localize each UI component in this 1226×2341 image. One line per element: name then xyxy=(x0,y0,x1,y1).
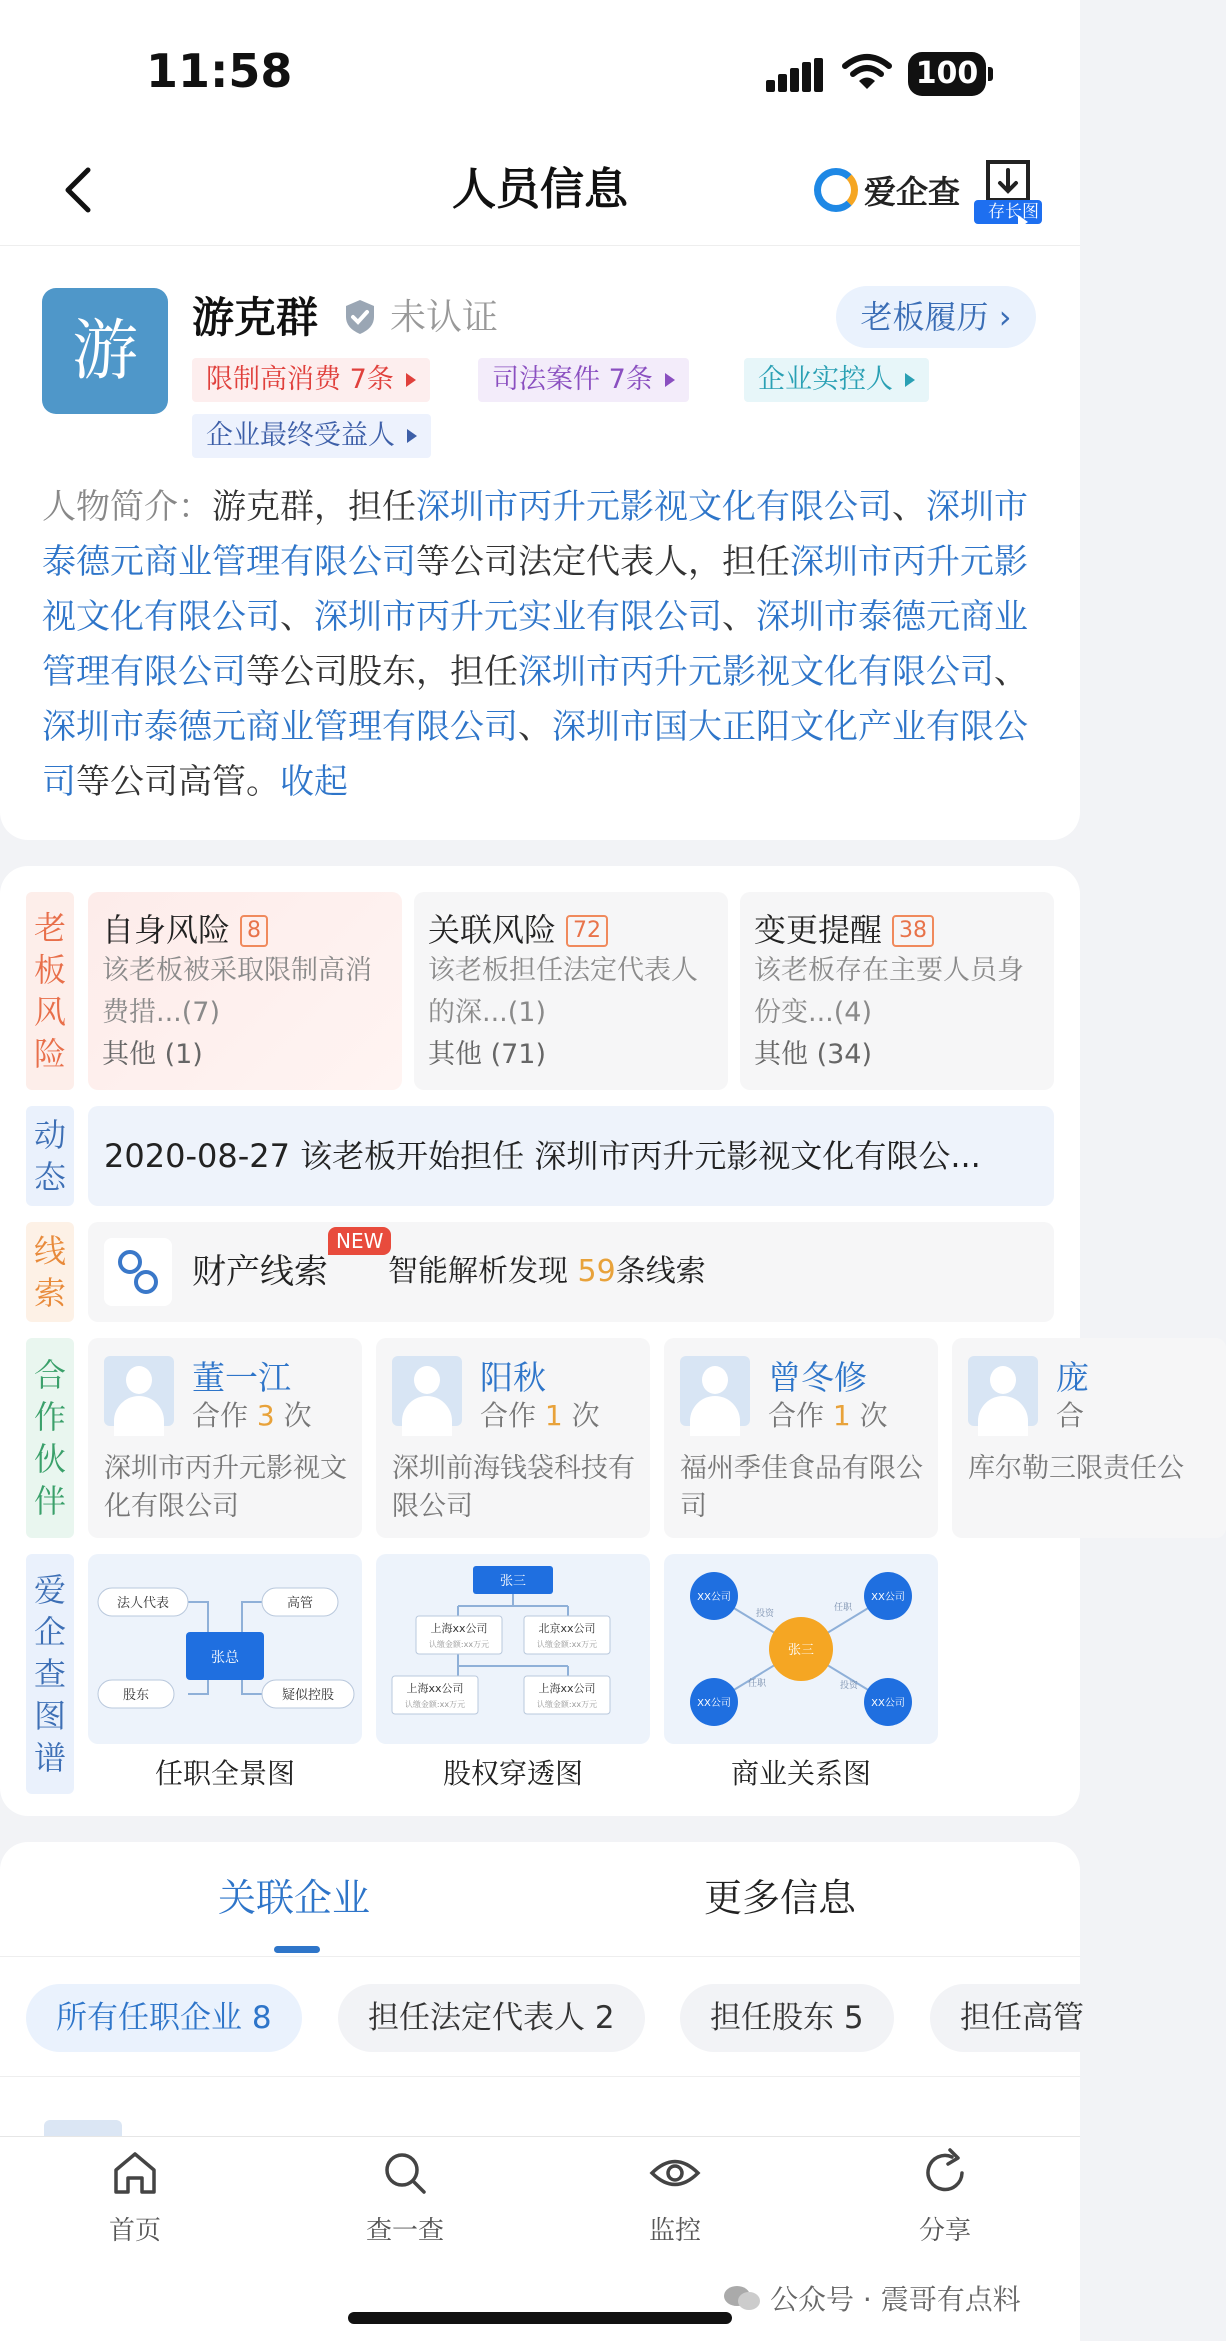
verify-badge-icon xyxy=(340,297,380,337)
tag-actual-controller[interactable] xyxy=(744,358,929,402)
coop-suffix: 次 xyxy=(859,1399,888,1432)
cellular-signal-icon xyxy=(766,58,824,92)
page-title: 人员信息 xyxy=(452,164,628,215)
partner-company: 深圳市丙升元影视文化有限公司 xyxy=(104,1453,347,1522)
wifi-icon xyxy=(842,52,892,92)
g2-mid: 上海xx公司 xyxy=(430,1622,488,1635)
g1-center: 张总 xyxy=(211,1650,239,1666)
risk-desc: 该老板存在主要人员身 xyxy=(754,955,1024,986)
bio-company-link[interactable]: 深圳市丙升元影视文化有限公司 xyxy=(416,487,892,527)
section-label-risk: 老板风险 xyxy=(26,892,74,1090)
graph-label: 任职全景图 xyxy=(154,1757,295,1790)
coop-prefix: 合作 xyxy=(768,1399,825,1432)
new-badge: NEW xyxy=(328,1227,391,1255)
partner-name: 曾冬修 xyxy=(768,1358,867,1397)
position-overview-thumbnail xyxy=(88,1554,362,1744)
partner-coop-count xyxy=(768,1394,888,1434)
partner-company: 库尔勒三限责任公 xyxy=(968,1453,1184,1484)
section-label-clue: 线索 xyxy=(26,1222,74,1322)
bio-segment: 游克群，担任 xyxy=(212,487,416,527)
g2-bottom: 上海xx公司 xyxy=(406,1682,464,1695)
partner-coop-count xyxy=(192,1394,312,1434)
bottom-nav-label: 监控 xyxy=(648,2216,701,2246)
status-time: 11:58 xyxy=(146,44,293,98)
tag-judicial-cases[interactable] xyxy=(478,358,689,402)
equity-thumbnail xyxy=(376,1554,650,1744)
avatar: 游 xyxy=(42,288,168,414)
section-label-graph: 爱企查图谱 xyxy=(26,1554,74,1794)
g2-mid: 北京xx公司 xyxy=(538,1622,596,1635)
g3-node: XX公司 xyxy=(871,1592,905,1603)
partner-avatar-icon xyxy=(392,1356,462,1426)
bottom-nav-home[interactable] xyxy=(55,2146,215,2247)
tab-related-companies[interactable]: 关联企业 xyxy=(218,1876,371,1920)
bio-segment: 、 xyxy=(280,597,314,637)
partner-company: 福州季佳食品有限公司 xyxy=(680,1453,923,1522)
bio-company-link[interactable]: 深圳市泰德元商业管理有限公司 xyxy=(42,487,1028,582)
aiqicha-logo xyxy=(814,166,960,214)
g3-node: XX公司 xyxy=(697,1698,731,1709)
risk-count-badge: 38 xyxy=(892,915,934,947)
risk-box-self[interactable] xyxy=(88,892,402,1090)
partner-company: 深圳前海钱袋科技有限公司 xyxy=(392,1453,635,1522)
tab-indicator xyxy=(274,1946,320,1953)
risk-other: 其他 (1) xyxy=(102,1039,203,1070)
save-long-image-button[interactable] xyxy=(974,156,1042,222)
coop-prefix: 合 xyxy=(1056,1399,1085,1432)
bottom-nav-search[interactable] xyxy=(325,2146,485,2247)
graph-label: 股权穿透图 xyxy=(442,1757,583,1790)
partner-avatar-icon xyxy=(104,1356,174,1426)
actual-controller-text: 企业实控人 xyxy=(758,364,893,395)
bio-segment: 、 xyxy=(892,487,926,527)
clue-count: 59 xyxy=(577,1254,616,1289)
home-indicator xyxy=(348,2312,732,2324)
g2-sub: 认缴金额:xx万元 xyxy=(428,1640,490,1649)
risk-box-related[interactable] xyxy=(414,892,728,1090)
risk-desc: 份变...(4) xyxy=(754,997,872,1028)
partner-name: 董一江 xyxy=(192,1358,291,1397)
g2-sub: 认缴金额:xx万元 xyxy=(404,1700,466,1709)
chip-executive[interactable]: 担任高管 xyxy=(930,1984,1114,2052)
bottom-nav-label: 首页 xyxy=(108,2216,161,2246)
partner-card[interactable] xyxy=(376,1338,650,1538)
divider xyxy=(0,2076,1080,2077)
coop-count: 3 xyxy=(256,1399,275,1432)
risk-title: 变更提醒 xyxy=(754,911,883,949)
bio-company-link[interactable]: 深圳市泰德元商业管理有限公司 xyxy=(42,597,1028,692)
partner-avatar-icon xyxy=(680,1356,750,1426)
g3-node: XX公司 xyxy=(871,1698,905,1709)
partner-card[interactable] xyxy=(664,1338,938,1538)
g3-center: 张三 xyxy=(787,1643,815,1658)
logo-text: 爱企查 xyxy=(864,173,961,211)
bio-company-link[interactable]: 深圳市泰德元商业管理有限公司 xyxy=(42,707,518,747)
g1-node: 法人代表 xyxy=(116,1596,170,1611)
aiqicha-logo-icon xyxy=(814,168,858,212)
bottom-nav-share[interactable] xyxy=(865,2146,1025,2247)
bottom-nav-monitor[interactable] xyxy=(595,2146,755,2247)
coop-count: 1 xyxy=(832,1399,851,1432)
business-thumbnail xyxy=(664,1554,938,1744)
g2-top: 张三 xyxy=(499,1574,527,1589)
g1-node: 高管 xyxy=(286,1596,314,1611)
g3-edge: 任职 xyxy=(834,1603,853,1613)
bio-segment: 等公司股东，担任 xyxy=(246,652,518,692)
coop-prefix: 合作 xyxy=(192,1399,249,1432)
dynamic-item[interactable]: 2020-08-27 该老板开始担任 深圳市丙升元影视文化有限公... xyxy=(88,1106,1054,1206)
verify-status: 未认证 xyxy=(390,297,499,338)
coop-suffix: 次 xyxy=(571,1399,600,1432)
risk-desc: 费措...(7) xyxy=(102,997,220,1028)
bio-segment: 等公司高管。 xyxy=(76,762,280,802)
share-icon xyxy=(918,2146,972,2200)
consumption-limit-text: 限制高消费 7条 xyxy=(206,364,394,395)
clue-text-after: 条线索 xyxy=(615,1254,706,1289)
graph-card-position-overview[interactable] xyxy=(88,1554,362,1744)
divider xyxy=(0,1956,1080,1957)
property-clue-summary xyxy=(388,1222,706,1322)
tag-ultimate-beneficiary[interactable] xyxy=(192,414,431,458)
g3-node: XX公司 xyxy=(697,1592,731,1603)
person-name: 游克群 xyxy=(192,293,319,342)
g2-bottom: 上海xx公司 xyxy=(538,1682,596,1695)
bio-text xyxy=(42,480,1032,810)
risk-count-badge: 8 xyxy=(240,915,268,947)
bio-company-link[interactable]: 深圳市国大正阳文化产业有限公司 xyxy=(42,707,1028,802)
risk-desc: 该老板担任法定代表人 xyxy=(428,955,698,986)
g3-edge: 任职 xyxy=(748,1679,767,1689)
risk-desc: 的深...(1) xyxy=(428,997,546,1028)
clue-text-before: 智能解析发现 xyxy=(388,1254,568,1289)
risk-desc: 该老板被采取限制高消 xyxy=(102,955,372,986)
g1-node: 疑似控股 xyxy=(281,1688,335,1703)
eye-icon xyxy=(648,2146,702,2200)
g2-sub: 认缴金额:xx万元 xyxy=(536,1700,598,1709)
ultimate-beneficiary-text: 企业最终受益人 xyxy=(206,420,395,451)
graph-card-business[interactable] xyxy=(664,1554,938,1744)
property-clue-row[interactable] xyxy=(88,1222,1054,1322)
boss-history-label: 老板履历 xyxy=(860,298,989,336)
section-label-partner: 合作伙伴 xyxy=(26,1338,74,1538)
g3-edge: 投资 xyxy=(840,1681,859,1691)
tag-consumption-limit[interactable] xyxy=(192,358,430,402)
g1-node: 股东 xyxy=(122,1688,150,1703)
partner-coop-count xyxy=(1056,1394,1084,1434)
g3-edge: 投资 xyxy=(756,1609,775,1619)
partner-list xyxy=(88,1338,1184,1538)
wechat-icon xyxy=(722,2283,762,2313)
risk-title: 自身风险 xyxy=(102,911,231,949)
bio-label: 人物简介： xyxy=(42,487,212,527)
coop-prefix: 合作 xyxy=(480,1399,537,1432)
bio-segment: 等公司法定代表人，担任 xyxy=(416,542,790,582)
risk-title: 关联风险 xyxy=(428,911,557,949)
search-icon xyxy=(378,2146,432,2200)
risk-box-change[interactable] xyxy=(740,892,1054,1090)
coop-suffix: 次 xyxy=(283,1399,312,1432)
property-clue-title: 财产线索 xyxy=(192,1252,328,1292)
home-icon xyxy=(108,2146,162,2200)
partner-card[interactable] xyxy=(952,1338,1226,1538)
watermark-text: 公众号 · 震哥有点料 xyxy=(770,2283,1021,2316)
risk-other: 其他 (71) xyxy=(428,1039,547,1070)
partner-avatar-icon xyxy=(968,1356,1038,1426)
bottom-nav-label: 分享 xyxy=(918,2216,971,2246)
partner-coop-count xyxy=(480,1394,600,1434)
graph-label: 商业关系图 xyxy=(730,1757,871,1790)
bio-company-link[interactable]: 深圳市丙升元影视文化有限公司 xyxy=(518,652,994,692)
risk-count-badge: 72 xyxy=(566,915,608,947)
bio-company-link[interactable]: 深圳市丙升元实业有限公司 xyxy=(314,597,722,637)
section-label-dynamic: 动态 xyxy=(26,1106,74,1206)
battery-icon: 100 xyxy=(908,52,986,96)
tab-more-info[interactable]: 更多信息 xyxy=(704,1876,857,1920)
bottom-nav-label: 查一查 xyxy=(365,2216,444,2246)
risk-other: 其他 (34) xyxy=(754,1039,873,1070)
bio-segment: 、 xyxy=(994,652,1028,692)
graph-card-equity[interactable] xyxy=(376,1554,650,1744)
partner-name: 阳秋 xyxy=(480,1358,546,1397)
chip-all-positions[interactable]: 所有任职企业 8 xyxy=(26,1984,302,2052)
collapse-link[interactable]: 收起 xyxy=(280,762,348,802)
bio-company-link[interactable]: 深圳市丙升元影视文化有限公司 xyxy=(42,542,1028,637)
chip-shareholder[interactable]: 担任股东 5 xyxy=(680,1984,894,2052)
bio-segment: 、 xyxy=(722,597,756,637)
partner-card[interactable] xyxy=(88,1338,362,1538)
boss-history-button[interactable]: 老板履历 › xyxy=(836,286,1036,348)
partner-name: 庞 xyxy=(1056,1358,1089,1397)
bio-segment: 、 xyxy=(518,707,552,747)
chip-legal-rep[interactable]: 担任法定代表人 2 xyxy=(338,1984,645,2052)
save-long-image-label: 存长图 xyxy=(974,200,1042,224)
judicial-cases-text: 司法案件 7条 xyxy=(492,364,653,395)
property-clue-icon xyxy=(104,1238,172,1306)
g2-sub: 认缴金额:xx万元 xyxy=(536,1640,598,1649)
coop-count: 1 xyxy=(544,1399,563,1432)
watermark xyxy=(722,2278,1021,2318)
